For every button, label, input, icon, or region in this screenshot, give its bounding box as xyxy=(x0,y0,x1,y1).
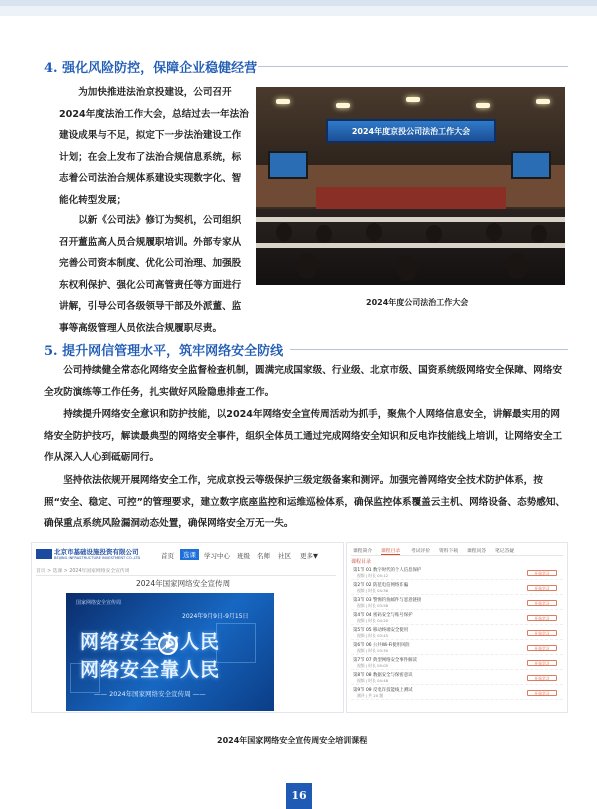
attendee xyxy=(531,225,547,243)
nav-home[interactable]: 首页 xyxy=(161,552,174,560)
course-item-title: 第4节 04 密码安全与账号保护 xyxy=(353,613,413,618)
play-icon[interactable] xyxy=(158,635,178,655)
side-screen xyxy=(268,151,308,179)
course-item-meta: 视频 | 时长 05:05 xyxy=(357,663,389,668)
breadcrumb: 首页 > 选课 > 2024年国家网络安全宣传周 xyxy=(36,569,130,574)
attendee xyxy=(366,223,382,241)
tab-intro[interactable]: 课程简介 xyxy=(353,549,373,554)
start-learning-button[interactable]: 开始学习 xyxy=(527,630,557,636)
nav-more[interactable]: 更多▼ xyxy=(300,552,318,560)
section4-para1: 为加快推进法治京投建设，公司召开2024年度法治工作大会，总结过去一年法治建设成果与不足，拟定下一步法治建设工作计划；在会上发布了法治合规信息系统，标志着公司法治合规体系建设实现数字化、智能化转型发展； xyxy=(59,87,249,206)
start-learning-button[interactable]: 开始学习 xyxy=(527,660,557,666)
ceiling-light xyxy=(336,103,350,108)
section5-title: 5. 提升网信管理水平，筑牢网络安全防线 xyxy=(44,344,284,359)
poster-slogan-2: 网络安全靠人民 xyxy=(80,659,221,681)
nav-teachers[interactable]: 名师 xyxy=(257,552,270,560)
course-item[interactable] xyxy=(351,567,563,580)
tab-notes[interactable]: 笔记答疑 xyxy=(495,549,515,554)
ceiling-light xyxy=(406,97,420,102)
course-item-meta: 视频 | 时长 03:58 xyxy=(357,603,389,608)
attendee xyxy=(396,255,418,281)
course-item[interactable] xyxy=(351,657,563,670)
course-item[interactable] xyxy=(351,672,563,685)
training-course-caption: 2024年国家网络安全宣传周安全培训课程 xyxy=(217,736,368,745)
section4-para2: 以新《公司法》修订为契机，公司组织召开董监高人员合规履职培训。外部专家从完善公司资本制度、优化公司治理、加强股东权利保护、强化公司高管责任等方面进行讲解，引导公司各级领导干部及外派董、监事等高级管理人员依法合规履职尽责。 xyxy=(59,215,242,334)
start-learning-button[interactable]: 开始学习 xyxy=(527,600,557,606)
start-learning-button[interactable]: 开始学习 xyxy=(527,585,557,591)
page-number: 16 xyxy=(286,783,312,809)
poster-campaign-name: 国家网络安全宣传周 xyxy=(76,600,122,606)
section4-title-rule xyxy=(258,66,568,67)
start-learning-button[interactable]: 开始学习 xyxy=(527,570,557,576)
conference-photo-caption: 2024年度公司法治工作大会 xyxy=(366,298,469,307)
campaign-poster[interactable] xyxy=(66,593,274,711)
start-learning-button[interactable]: 开始学习 xyxy=(527,690,557,696)
course-website-screenshot xyxy=(31,542,344,713)
tab-qa[interactable]: 课程问答 xyxy=(467,549,487,554)
section5-para3: 坚持依法依规开展网络安全工作，完成京投云等级保护三级定级备案和测评。加强完善网络安全技术防护体系，按照“安全、稳定、可控”的管理要求，建立数字底座监控和运维巡检体系，确保监控体系覆盖云主机、网络设备、态势感知、确保重点系统风险漏洞动态处置，确保网络安全万无一失。 xyxy=(44,475,566,529)
nav-community[interactable]: 社区 xyxy=(278,552,291,560)
course-item-meta: 视频 | 时长 04:20 xyxy=(357,618,389,623)
attendee xyxy=(296,253,318,279)
tab-divider xyxy=(351,555,563,556)
section5-title-rule xyxy=(290,349,568,350)
side-screen xyxy=(511,151,551,179)
nav-class[interactable]: 班级 xyxy=(237,552,250,560)
breadcrumb-divider xyxy=(36,575,336,576)
tab-downloads[interactable]: 资料下载 xyxy=(439,549,459,554)
course-item-title: 第3节 03 警惕钓鱼邮件与恶意链接 xyxy=(353,598,422,603)
audience xyxy=(256,209,565,285)
header-stripe xyxy=(0,0,597,6)
section5-para2: 持续提升网络安全意识和防护技能，以2024年网络安全宣传周活动为抓手，聚焦个人网络信息安全，讲解最实用的网络安全防护技巧，解读最典型的网络安全事件，组织全体员工通过完成网络安全知识和反电诈技能线上培训，让网络安全工作从深入人心到砥砺同行。 xyxy=(44,409,563,463)
company-name-en: BEIJING INFRASTRUCTURE INVESTMENT CO.,LTD xyxy=(54,556,141,560)
nav-courses[interactable]: 选课 xyxy=(180,549,199,560)
ceiling-light xyxy=(536,99,550,104)
course-item-title: 第5节 05 移动终端安全使用 xyxy=(353,628,409,633)
start-learning-button[interactable]: 开始学习 xyxy=(527,675,557,681)
course-item[interactable] xyxy=(351,627,563,640)
circuit-decoration xyxy=(216,623,256,663)
company-name: 北京市基础设施投资有限公司 xyxy=(54,548,139,556)
course-item-title: 第1节 01 数字时代的个人信息保护 xyxy=(353,568,422,573)
poster-date: 2024年9月9日-9月15日 xyxy=(182,613,249,620)
section5-para1: 公司持续健全常态化网络安全监督检查机制，圆满完成国家级、行业级、北京市级、国资系统级网络安全保障、网络安全攻防演练等工作任务，扎实做好风险隐患排查工作。 xyxy=(44,365,563,398)
section4-title: 4. 强化风险防控，保障企业稳健经营 xyxy=(44,61,258,76)
conference-banner xyxy=(326,119,496,143)
course-catalog-screenshot xyxy=(346,542,568,713)
course-item-title: 第8节 08 数据安全与保密意识 xyxy=(353,673,413,678)
attendee xyxy=(426,225,442,243)
poster-title: 2024年国家网络安全宣传周 xyxy=(136,579,231,588)
attendee xyxy=(506,253,528,279)
catalog-heading: 课程目录 xyxy=(351,559,372,565)
nav-learning-center[interactable]: 学习中心 xyxy=(204,552,230,560)
attendee xyxy=(486,223,502,241)
course-item-title: 第6节 06 公共Wi-Fi使用风险 xyxy=(353,643,410,648)
course-item-meta: 视频 | 时长 05:12 xyxy=(357,573,389,578)
course-item[interactable] xyxy=(351,687,563,700)
course-item-meta: 视频 | 时长 04:36 xyxy=(357,588,389,593)
ceiling-light xyxy=(476,103,490,108)
ceiling-light xyxy=(276,99,290,104)
company-logo-icon xyxy=(36,549,52,559)
poster-slogan-1: 网络安全为人民 xyxy=(80,631,221,653)
course-item[interactable] xyxy=(351,642,563,655)
course-item-title: 第7节 07 典型网络安全事件解读 xyxy=(353,658,417,663)
course-item-title: 第2节 02 防范电信网络诈骗 xyxy=(353,583,409,588)
attendee xyxy=(316,225,332,243)
course-item[interactable] xyxy=(351,597,563,610)
banner-text: 2024年度京投公司法治工作大会 xyxy=(351,127,471,136)
course-item-meta: 视频 | 时长 04:48 xyxy=(357,678,389,683)
tab-catalog[interactable]: 课程目录 xyxy=(381,549,401,554)
conference-photo xyxy=(256,87,565,285)
start-learning-button[interactable]: 开始学习 xyxy=(527,645,557,651)
attendee xyxy=(276,223,292,241)
header-band xyxy=(0,0,597,16)
tab-exam[interactable]: 考试评价 xyxy=(411,549,431,554)
course-item-meta: 视频 | 时长 03:30 xyxy=(357,648,389,653)
course-item-meta: 视频 | 时长 03:45 xyxy=(357,633,389,638)
poster-subtitle: —— 2024年国家网络安全宣传周 —— xyxy=(94,690,206,698)
desk-row xyxy=(256,217,565,222)
course-item[interactable] xyxy=(351,582,563,595)
start-learning-button[interactable]: 开始学习 xyxy=(527,615,557,621)
podium xyxy=(316,187,506,209)
course-item[interactable] xyxy=(351,612,563,625)
course-item-meta: 测评 | 共 20 题 xyxy=(357,693,384,698)
course-item-title: 第9节 09 反电诈技能线上测试 xyxy=(353,688,413,693)
desk-row xyxy=(256,243,565,248)
